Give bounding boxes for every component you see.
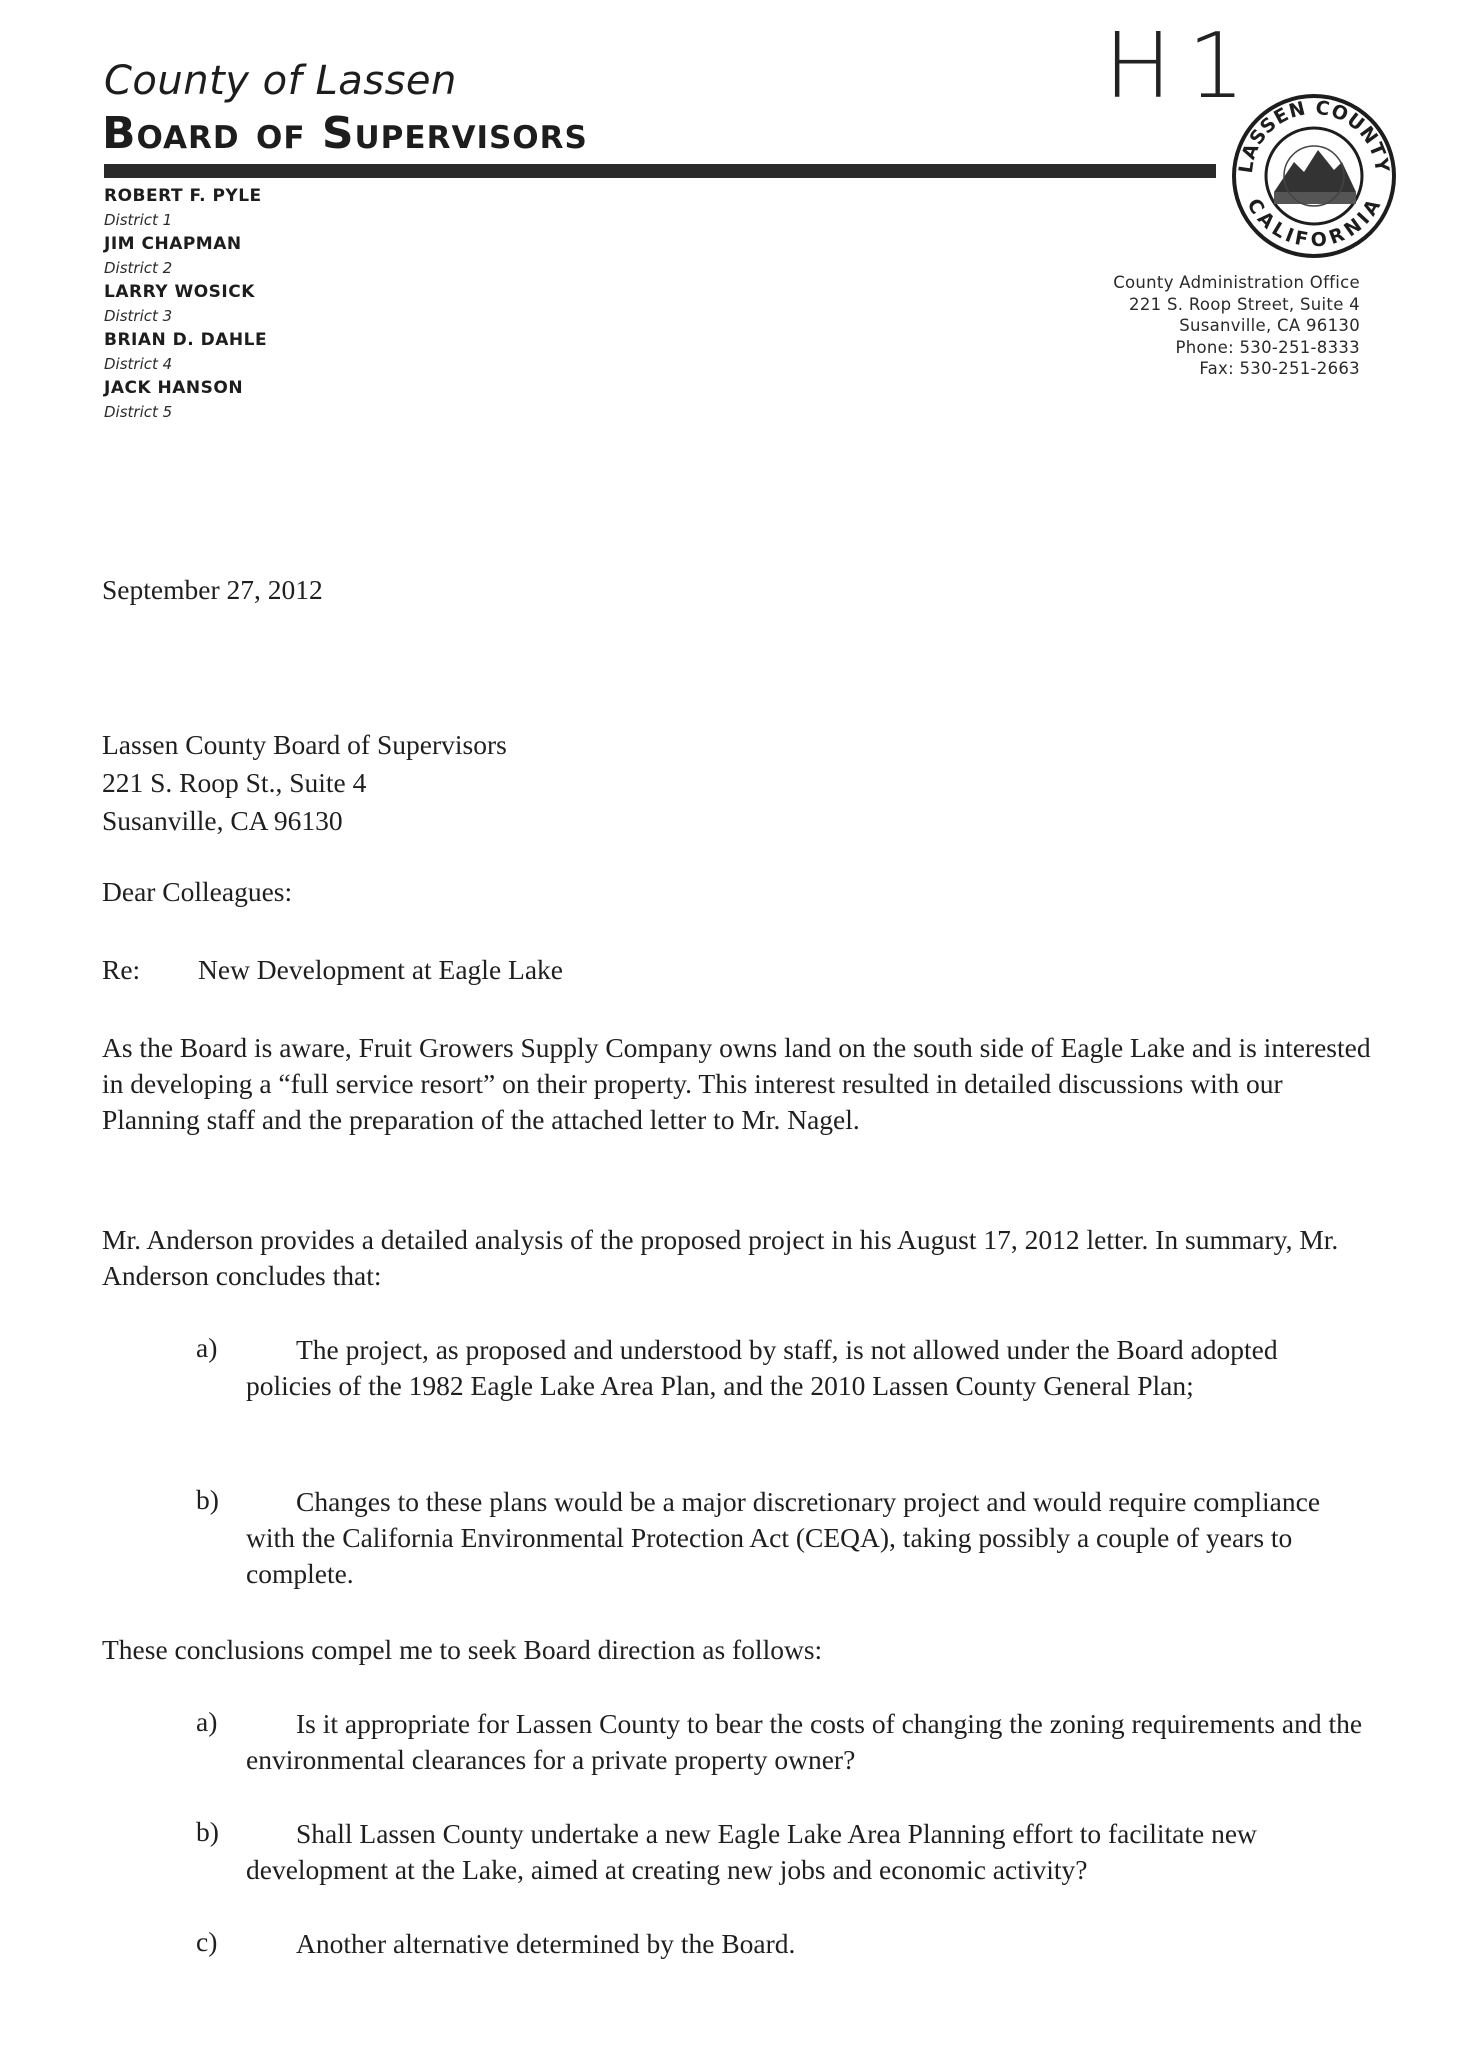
supervisor-entry [104, 232, 267, 280]
county-seal-icon [1230, 92, 1398, 260]
office-phone: Phone: 530-251-8333 [1175, 337, 1360, 357]
list-marker: a) [196, 1706, 218, 1737]
supervisor-entry [104, 328, 267, 376]
list-item: Is it appropriate for Lassen County to bear the costs of changing the zoning requirements and the environmental clearances for a private property owner? [246, 1708, 1363, 1775]
supervisor-district: District 2 [104, 259, 173, 277]
supervisor-district: District 5 [104, 403, 173, 421]
supervisor-name: BRIAN D. DAHLE [104, 330, 268, 350]
recipient-line: Lassen County Board of Supervisors [102, 729, 507, 760]
supervisor-list [104, 184, 267, 424]
supervisor-district: District 1 [104, 211, 173, 229]
recipient-line: 221 S. Roop St., Suite 4 [102, 767, 367, 798]
letter-date: September 27, 2012 [102, 574, 323, 605]
supervisor-district: District 4 [104, 355, 173, 373]
handwritten-mark: H1 [1104, 14, 1261, 119]
office-name: County Administration Office [1113, 273, 1360, 292]
office-city: Susanville, CA 96130 [1179, 316, 1360, 335]
recipient-address [102, 726, 507, 840]
list-item: The project, as proposed and understood by staff, is not allowed under the Board adopted policies of the 1982 Eagle Lake Area Plan, and the 2010 Lassen County General Plan; [246, 1334, 1278, 1401]
recipient-line: Susanville, CA 96130 [102, 805, 343, 836]
list-item: Another alternative determined by the Board. [296, 1928, 796, 1959]
list-item: Shall Lassen County undertake a new Eagle Lake Area Planning effort to facilitate new development at the Lake, aimed at creating new jobs and economic activity? [246, 1818, 1257, 1885]
list-marker: b) [196, 1484, 219, 1515]
list-marker: a) [196, 1332, 218, 1363]
re-label: Re: [102, 954, 141, 985]
supervisor-name: JIM CHAPMAN [104, 234, 242, 254]
svg-text:LASSEN COUNTY: LASSEN COUNTY [1234, 96, 1394, 175]
supervisor-district: District 3 [104, 307, 173, 325]
county-name: County of Lassen [104, 58, 457, 104]
supervisor-entry [104, 184, 267, 232]
paragraph: Mr. Anderson provides a detailed analysis of the proposed project in his August 17, 2012 letter. In summary, Mr. Anderson concludes that: [102, 1224, 1339, 1291]
list-item: Changes to these plans would be a major discretionary project and would require compliance with the California Environmental Protection Act (CEQA), taking possibly a couple of years to complete. [246, 1486, 1321, 1589]
header-rule [104, 164, 1216, 178]
office-fax: Fax: 530-251-2663 [1199, 359, 1360, 378]
svg-text:CALIFORNIA: CALIFORNIA [1242, 194, 1386, 252]
list-marker: c) [196, 1926, 218, 1957]
list-marker: b) [196, 1816, 219, 1847]
supervisor-name: ROBERT F. PYLE [104, 186, 262, 206]
supervisor-entry [104, 280, 267, 328]
contact-block [1113, 272, 1360, 380]
supervisor-name: LARRY WOSICK [104, 282, 255, 302]
salutation: Dear Colleagues: [102, 876, 293, 907]
re-subject: New Development at Eagle Lake [198, 954, 563, 985]
supervisor-entry [104, 376, 267, 424]
board-title: Board of Supervisors [102, 108, 588, 159]
paragraph: These conclusions compel me to seek Board direction as follows: [102, 1634, 823, 1665]
paragraph: As the Board is aware, Fruit Growers Supply Company owns land on the south side of Eagle Lake and is interested in developing a “full service resort” on their property. This interest resulted in detailed discussions with our Planning staff and the preparation of the attached letter to Mr. Nagel. [102, 1032, 1371, 1135]
supervisor-name: JACK HANSON [104, 378, 244, 398]
office-street: 221 S. Roop Street, Suite 4 [1129, 294, 1360, 314]
